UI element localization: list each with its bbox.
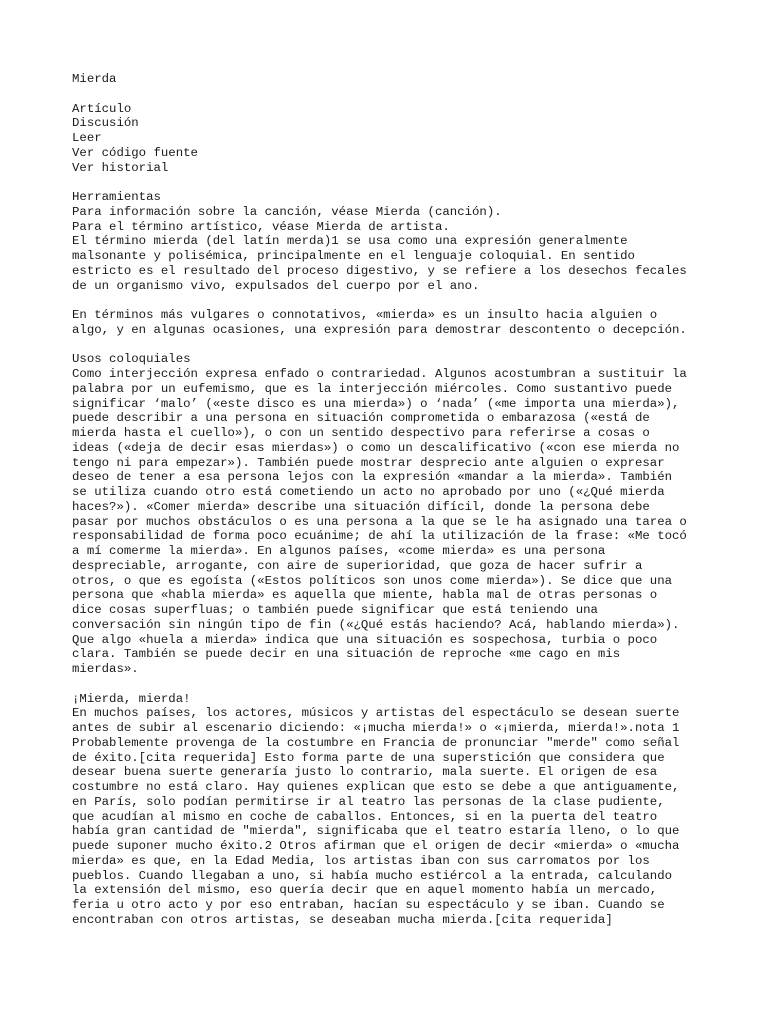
- text-line: pueblos. Cuando llegaban a uno, si había mucho estiércol a la entrada, calculando: [72, 868, 673, 883]
- text-line: dice cosas superfluas; o también puede significar que está teniendo una: [72, 603, 598, 617]
- text-line: despreciable, arrogante, con aire de superioridad, que goza de hacer sufrir a: [72, 558, 643, 573]
- section-heading-usos: Usos coloquiales: [72, 352, 191, 367]
- section-heading-mierda-mierda: ¡Mierda, mierda!: [72, 691, 191, 706]
- text-line: a mí comerme la mierda». En algunos países, «come mierda» es una persona: [72, 544, 606, 558]
- text-line: palabra por un eufemismo, que es la interjección miércoles. Como sustantivo puede: [72, 381, 673, 396]
- text-line: Que algo «huela a mierda» indica que una situación es sospechosa, turbia o poco: [72, 632, 658, 647]
- nav-discussion-link[interactable]: Discusión: [72, 116, 139, 131]
- text-line: de éxito.[cita requerida] Esto forma parte de una superstición que considera que: [72, 750, 665, 765]
- nav-read-link[interactable]: Leer: [72, 131, 102, 145]
- spacer: [72, 87, 700, 102]
- text-line: puede describir a una persona en situación comprometida o embarazosa («está de: [72, 411, 650, 426]
- page-title: Mierda: [72, 72, 117, 86]
- text-line: había gran cantidad de "mierda", significaba que el teatro estaría lleno, o lo que: [72, 824, 680, 839]
- text-line: antes de subir al escenario diciendo: «¡mucha mierda!» o «¡mierda, mierda!».nota 1: [72, 721, 680, 735]
- spacer: [72, 677, 700, 692]
- text-line: de un organismo vivo, expulsados del cuerpo por el ano.: [72, 278, 480, 293]
- text-line: haces?»). «Comer mierda» describe una situación difícil, donde la persona debe: [72, 499, 650, 514]
- text-line: El término mierda (del latín merda)1 se usa como una expresión generalmente: [72, 234, 628, 249]
- text-line: Como interjección expresa enfado o contrariedad. Algunos acostumbran a sustituir la: [72, 367, 687, 381]
- text-line: que acudían al mismo en coche de caballos. Entonces, si en la puerta del teatro: [72, 809, 658, 824]
- document-page: [72, 72, 700, 928]
- text-line: estricto es el resultado del proceso digestivo, y se refiere a los desechos fecales: [72, 263, 687, 278]
- nav-history-link[interactable]: Ver historial: [72, 160, 169, 175]
- spacer: [72, 338, 700, 353]
- nav-view-source-link[interactable]: Ver código fuente: [72, 145, 198, 160]
- text-line: tengo ni para empezar»). También puede mostrar desprecio ante alguien o expresar: [72, 455, 665, 470]
- text-line: mierda hasta el cuello»), o con un sentido despectivo para referirse a cosas o: [72, 426, 650, 440]
- spacer: [72, 293, 700, 308]
- text-line: persona que «habla mierda» es aquella que miente, habla mal de otras personas o: [72, 588, 658, 603]
- text-line: En términos más vulgares o connotativos, «mierda» es un insulto hacia alguien o: [72, 308, 658, 322]
- text-line: responsabilidad de forma poco ecuánime; de ahí la utilización de la frase: «Me tocó: [72, 529, 687, 544]
- text-line: algo, y en algunas ocasiones, una expresión para demostrar descontento o decepción.: [72, 322, 687, 337]
- text-line: Para información sobre la canción, véase Mierda (canción).: [72, 204, 502, 219]
- spacer: [72, 175, 700, 190]
- text-line: mierda» es que, en la Edad Media, los artistas iban con sus carromatos por los: [72, 853, 650, 868]
- text-line: se utiliza cuando otro está cometiendo un acto no aprobado por uno («¿Qué mierda: [72, 485, 665, 499]
- usos-paragraph: [72, 367, 700, 677]
- tools-menu[interactable]: Herramientas: [72, 190, 161, 204]
- text-line: mierdas».: [72, 662, 139, 676]
- text-line: clara. También se puede decir en una situación de reproche «me cago en mis: [72, 647, 621, 662]
- text-line: pasar por muchos obstáculos o es una persona a la que se le ha asignado una tarea o: [72, 514, 687, 529]
- text-line: ideas («deja de decir esas mierdas») o como un descalificativo («con ese mierda no: [72, 440, 680, 455]
- text-line: en París, solo podían permitirse ir al teatro las personas de la clase pudiente,: [72, 794, 665, 809]
- article-nav: [72, 102, 700, 176]
- text-line: malsonante y polisémica, principalmente en el lenguaje coloquial. En sentido: [72, 249, 635, 263]
- text-line: significar ‘malo’ («este disco es una mierda») o ‘nada’ («me importa una mierda»),: [72, 396, 680, 411]
- connotation-paragraph: [72, 308, 700, 338]
- nav-article-link[interactable]: Artículo: [72, 101, 132, 116]
- text-line: deseo de tener a esa persona lejos con la expresión «mandar a la mierda». También: [72, 470, 673, 485]
- text-line: desear buena suerte generaría justo lo contrario, mala suerte. El origen de esa: [72, 765, 658, 780]
- text-line: En muchos países, los actores, músicos y artistas del espectáculo se desean suerte: [72, 706, 680, 721]
- text-line: encontraban con otros artistas, se deseaban mucha mierda.[cita requerida]: [72, 912, 613, 927]
- text-line: Para el término artístico, véase Mierda de artista.: [72, 219, 450, 234]
- mierda-paragraph: [72, 706, 700, 927]
- text-line: Probablemente provenga de la costumbre en Francia de pronunciar "merde" como señal: [72, 735, 680, 750]
- text-line: otros, o que es egoísta («Estos políticos son unos come mierda»). Se dice que una: [72, 573, 673, 588]
- text-line: la extensión del mismo, eso quería decir que en aquel momento había un mercado,: [72, 883, 658, 898]
- text-line: feria u otro acto y por eso entraban, hacían su espectáculo y se iban. Cuando se: [72, 898, 665, 912]
- text-line: costumbre no está claro. Hay quienes explican que esto se debe a que antiguamente,: [72, 780, 680, 794]
- text-line: puede suponer mucho éxito.2 Otros afirman que el origen de decir «mierda» o «mucha: [72, 839, 680, 853]
- text-line: conversación sin ningún tipo de fin («¿Qué estás haciendo? Acá, hablando mierda»).: [72, 617, 680, 632]
- intro-paragraph: [72, 205, 700, 294]
